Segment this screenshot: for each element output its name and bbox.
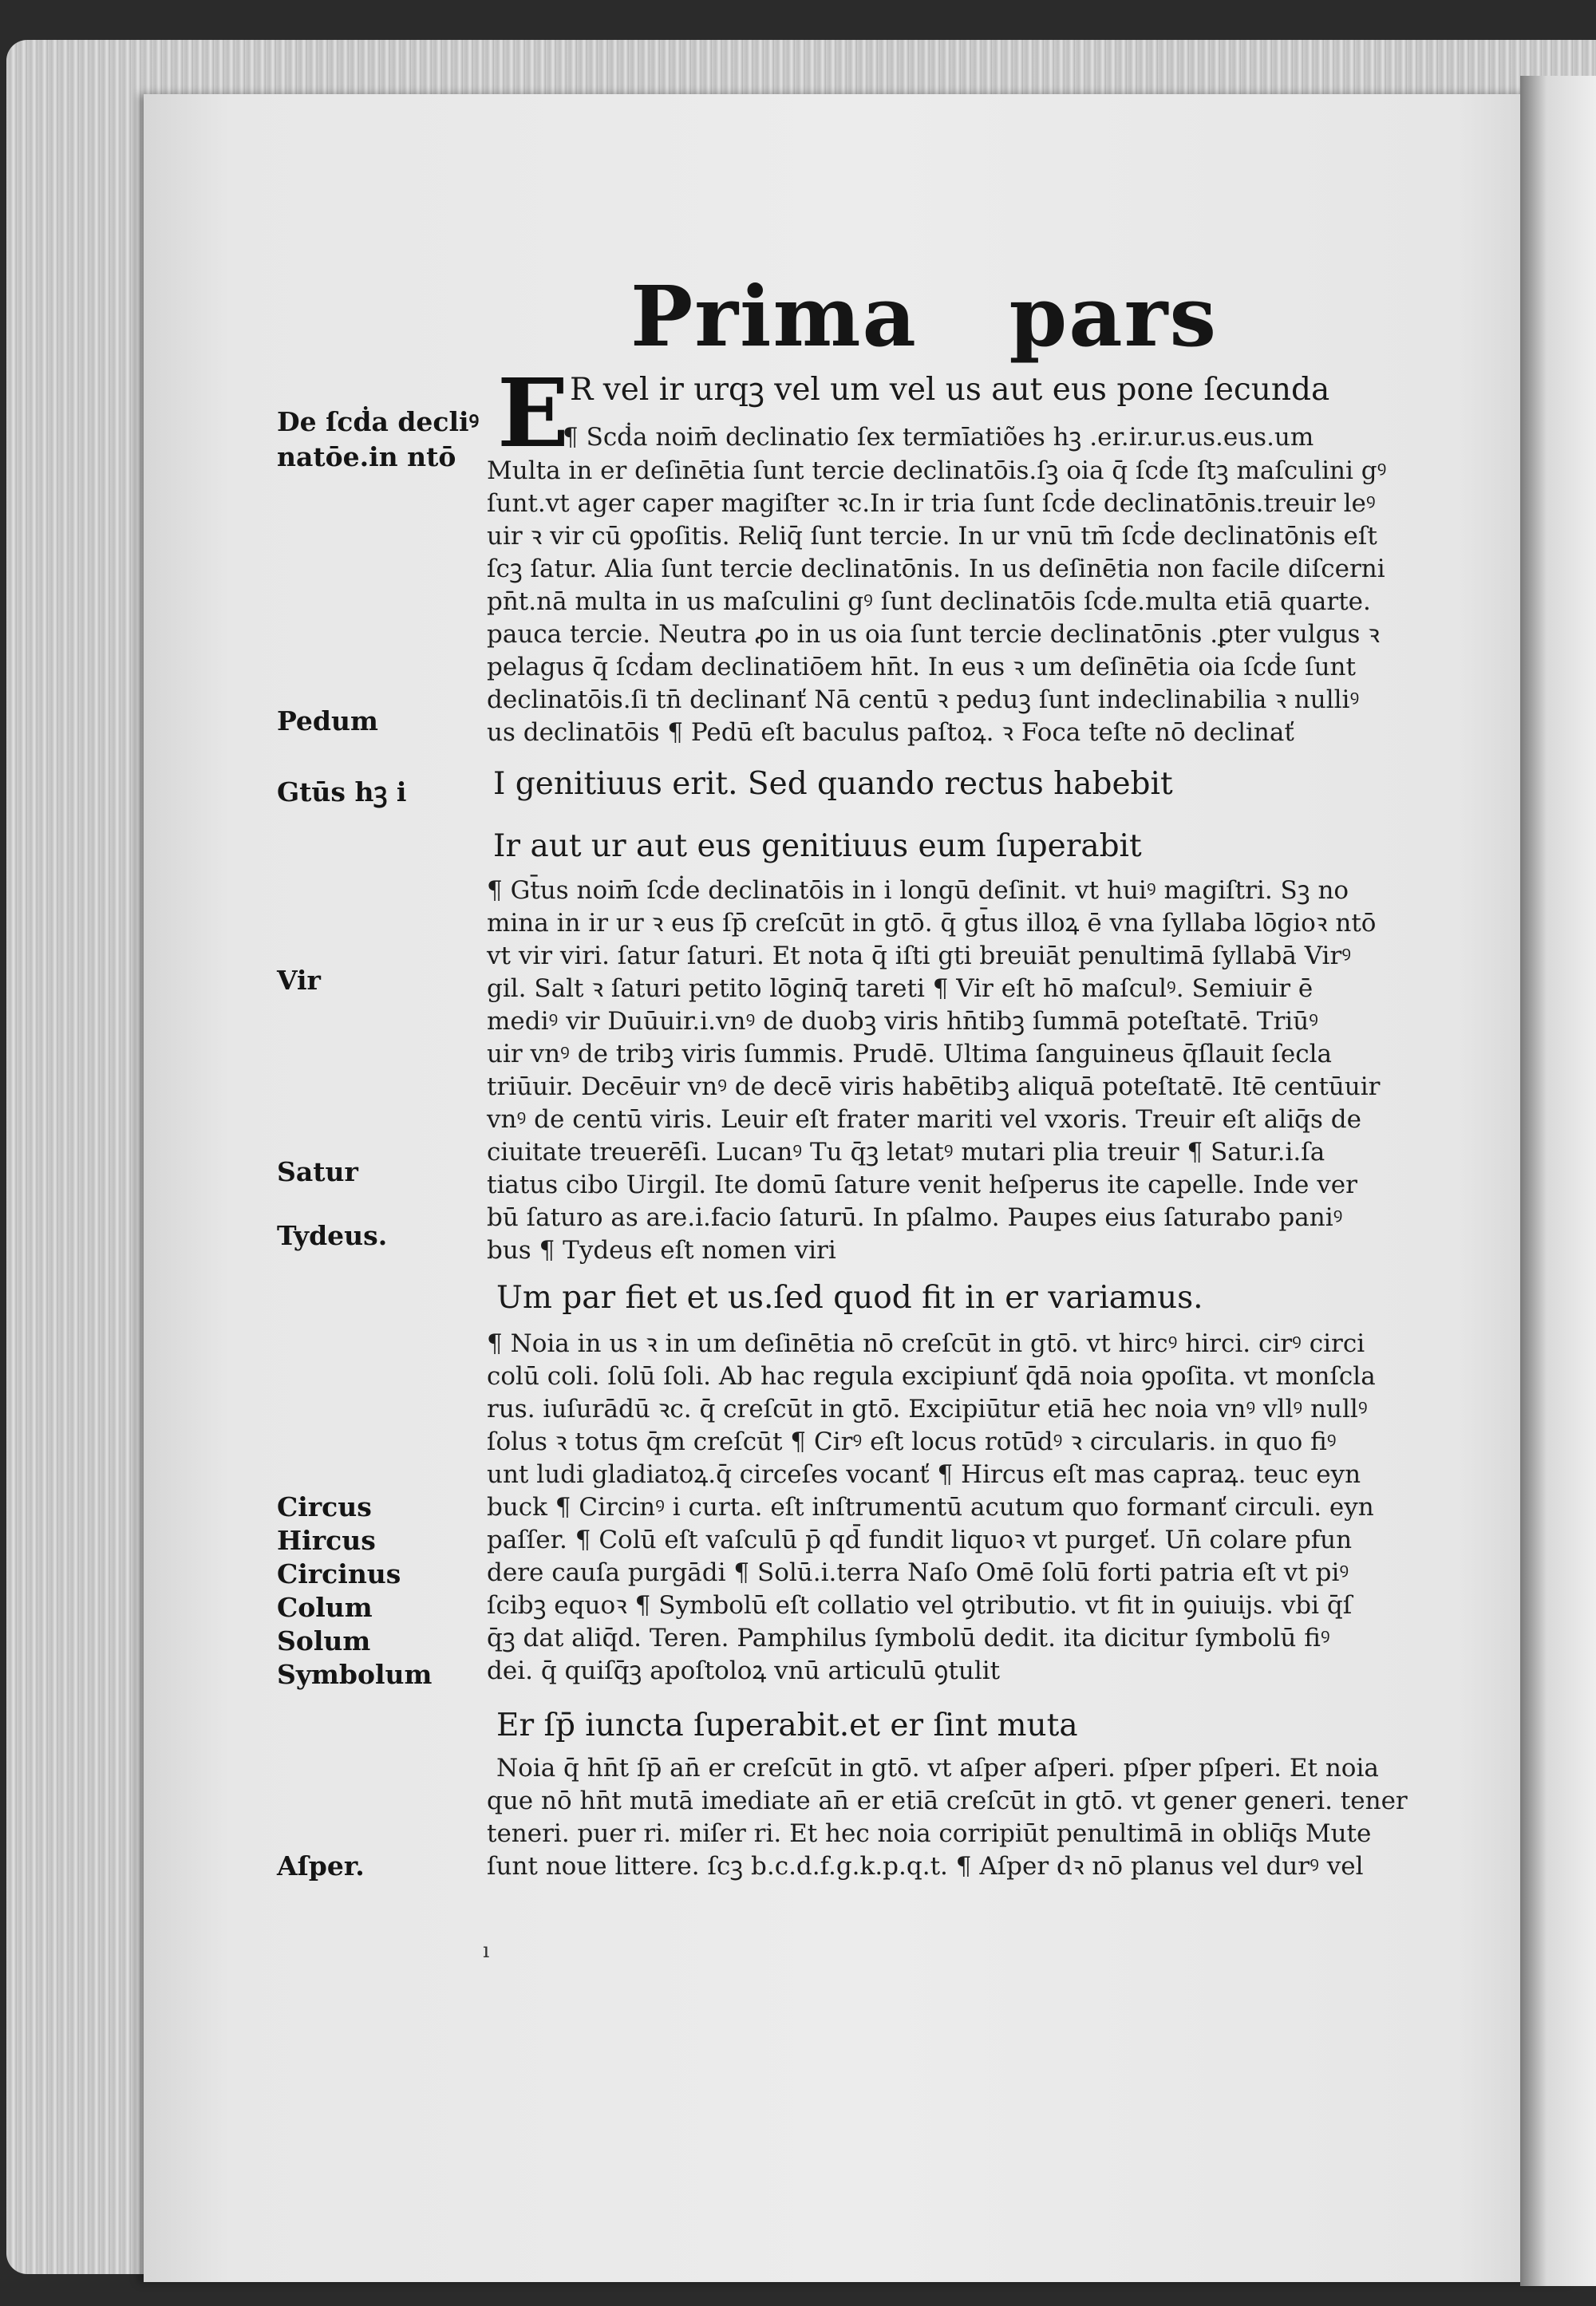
margin-note: Circinus — [277, 1558, 401, 1589]
text-line: dere cauſa purgādi ¶ Solū.i.terra Naſo Omē ſolū forti patria eſt vt piꝰ — [487, 1558, 1349, 1587]
verse-title: R vel ir urqꝫ vel um vel us aut eus pone ſecunda — [570, 372, 1330, 408]
text-line: pelagus q̄ ſcḋam declinatiōem hn̄t. In eus ꝛ um deſinētia oia ſcḋe ſunt — [487, 653, 1356, 681]
text-line: mediꝰ vir Duūuir.i.vnꝰ de duobꝫ viris hn̄tibꝫ ſummā poteſtatē. Triūꝰ — [487, 1007, 1319, 1036]
text-line: ¶ Scḋa noim̄ declinatio ſex termīatiões hꝫ .er.ir.ur.us.eus.um — [563, 423, 1314, 452]
margin-note: Tydeus. — [277, 1220, 388, 1251]
text-line: triūuir. Decēuir vnꝰ de decē viris habētibꝫ aliquā poteſtatē. Itē centūuir — [487, 1072, 1381, 1101]
text-line: pn̄t.nā multa in us maſculini gꝰ ſunt declinatōis ſcḋe.multa etiā quarte. — [487, 587, 1371, 616]
text-line: ciuitate treuerēſi. Lucanꝰ Tu q̄ꝫ letatꝰ mutari plia treuir ¶ Satur.i.ſa — [487, 1138, 1325, 1167]
text-line: ſcꝫ ſatur. Alia ſunt tercie declinatōnis. In us deſinētia non facile diſcerni — [487, 555, 1385, 583]
text-line: us declinatōis ¶ Pedū eſt baculus paſtoꝝ. ꝛ Foca teſte nō declinať — [487, 718, 1294, 747]
text-line: rus. iuſurādū ꝛc. q̄ creſcūt in gtō. Excipiūtur etiā hec noia vnꝰ vllꝰ nullꝰ — [487, 1395, 1368, 1423]
initial-letter: E — [497, 357, 569, 468]
margin-note: Circus — [277, 1491, 372, 1522]
margin-note: Solum — [277, 1625, 371, 1656]
text-line: uir vnꝰ de tribꝫ viris ſummis. Prudē. Ultima ſanguineus q̄ſlauit ſecla — [487, 1040, 1333, 1068]
text-line: ſcibꝫ equoꝛ ¶ Symbolū eſt collatio vel ꝯtributio. vt fit in ꝯuiuijs. vbi q̄ſ — [487, 1591, 1353, 1620]
running-header: Prima pars — [630, 267, 1219, 365]
text-line: uir ꝛ vir cū ꝯpoſitis. Reliq̄ ſunt tercie. In ur vnū tm̄ ſcḋe declinatōnis eſt — [487, 522, 1377, 551]
text-line: ¶ Noia in us ꝛ in um deſinētia nō creſcūt in gtō. vt hircꝰ hirci. cirꝰ circi — [487, 1329, 1365, 1358]
text-line: vt vir viri. ſatur ſaturi. Et nota q̄ iſti gti breuiāt penultimā ſyllabā Virꝰ — [487, 942, 1352, 970]
text-line: declinatōis.ſi tn̄ declinanť Nā centū ꝛ peduꝫ ſunt indeclinabilia ꝛ nulliꝰ — [487, 685, 1360, 714]
text-line: gil. Salt ꝛ ſaturi petito lōginq̄ tareti ¶ Vir eſt hō maſculꝰ. Semiuir ē — [487, 974, 1314, 1003]
margin-note: De ſcḋa decliꝰ — [277, 406, 480, 437]
margin-note: Pedum — [277, 705, 378, 736]
verse-title: I genitiuus erit. Sed quando rectus habebit — [493, 766, 1173, 802]
text-line: dei. q̄ quiſq̄ꝫ apoſtoloꝝ vnū articulū ꝯtulit — [487, 1656, 1001, 1685]
text-line: bū ſaturo as are.i.facio ſaturū. In pſalmo. Paupes eius ſaturabo paniꝰ — [487, 1203, 1343, 1232]
text-line: mina in ir ur ꝛ eus ſp̄ creſcūt in gtō. q̄ gt̄us illoꝝ ē vna ſyllaba lōgioꝛ ntō — [487, 909, 1377, 938]
margin-note: natōe.in ntō — [277, 441, 456, 472]
verse-title: Um par fiet et us.ſed quod fit in er variamus. — [496, 1280, 1203, 1316]
text-line: tiatus cibo Uirgil. Ite domū ſature venit heſperus ite capelle. Inde ver — [487, 1171, 1357, 1199]
text-line: colū coli. ſolū ſoli. Ab hac regula excipiunť q̄dā noia ꝯpoſita. vt monſcla — [487, 1362, 1376, 1391]
folio-mark: ı — [483, 1939, 490, 1963]
text-line: q̄ꝫ dat aliq̄d. Teren. Pamphilus ſymbolū dedit. ita dicitur ſymbolū fiꝰ — [487, 1624, 1330, 1653]
verse-title: Er ſp̄ iuncta ſuperabit.et er ſint muta — [496, 1708, 1078, 1743]
verse-title: Ir aut ur aut eus genitiuus eum ſuperabit — [493, 828, 1142, 864]
text-line: bus ¶ Tydeus eſt nomen viri — [487, 1236, 836, 1265]
book-gutter — [1520, 76, 1596, 2286]
text-line: ſunt.vt ager caper magiſter ꝛc.In ir tria ſunt ſcḋe declinatōnis.treuir leꝰ — [487, 489, 1376, 518]
margin-note: Hircus — [277, 1525, 376, 1556]
text-line: paſſer. ¶ Colū eſt vaſculū p̄ qd̄ fundit liquoꝛ vt purgeť. Un̄ colare pfun — [487, 1526, 1353, 1554]
text-line: ¶ Gt̄us noim̄ ſcḋe declinatōis in i longū deſinit. vt huiꝰ magiſtri. Sꝫ no — [487, 876, 1349, 905]
text-line: Noia q̄ hn̄t ſp̄ an̄ er creſcūt in gtō. vt aſper aſperi. pſper pſperi. Et noia — [496, 1754, 1379, 1783]
text-line: buck ¶ Circinꝰ i curta. eſt inſtrumentū acutum quo formanť circuli. eyn — [487, 1493, 1374, 1522]
margin-note: Vir — [277, 965, 321, 996]
text-line: pauca tercie. Neutra ꝓo in us oia ſunt tercie declinatōnis .ꝑter vulgus ꝛ — [487, 620, 1380, 649]
text-line: ſunt noue littere. ſcꝫ b.c.d.f.g.k.p.q.t. ¶ Aſper dꝛ nō planus vel durꝰ vel — [487, 1852, 1364, 1881]
text-line: ſolus ꝛ totus q̄m creſcūt ¶ Cirꝰ eſt locus rotūdꝰ ꝛ circularis. in quo fiꝰ — [487, 1427, 1337, 1456]
margin-note: Aſper. — [277, 1850, 365, 1882]
text-line: vnꝰ de centū viris. Leuir eſt frater mariti vel vxoris. Treuir eſt aliq̄s de — [487, 1105, 1361, 1134]
text-line: que nō hn̄t mutā imediate an̄ er etiā creſcūt in gtō. vt gener generi. tener — [487, 1787, 1408, 1815]
text-line: unt ludi gladiatoꝝ.q̄ circeſes vocanť ¶ Hircus eſt mas capraꝝ. teuc eyn — [487, 1460, 1361, 1489]
margin-note: Satur — [277, 1156, 358, 1187]
margin-note: Gtūs hꝫ i — [277, 776, 407, 807]
margin-note: Colum — [277, 1592, 373, 1623]
margin-note: Symbolum — [277, 1659, 433, 1690]
text-line: Multa in er deſinētia ſunt tercie declinatōis.ſꝫ oia q̄ ſcḋe ſtꝫ maſculini gꝰ — [487, 456, 1387, 485]
text-line: teneri. puer ri. miſer ri. Et hec noia corripiūt penultimā in obliq̄s Mute — [487, 1819, 1372, 1848]
